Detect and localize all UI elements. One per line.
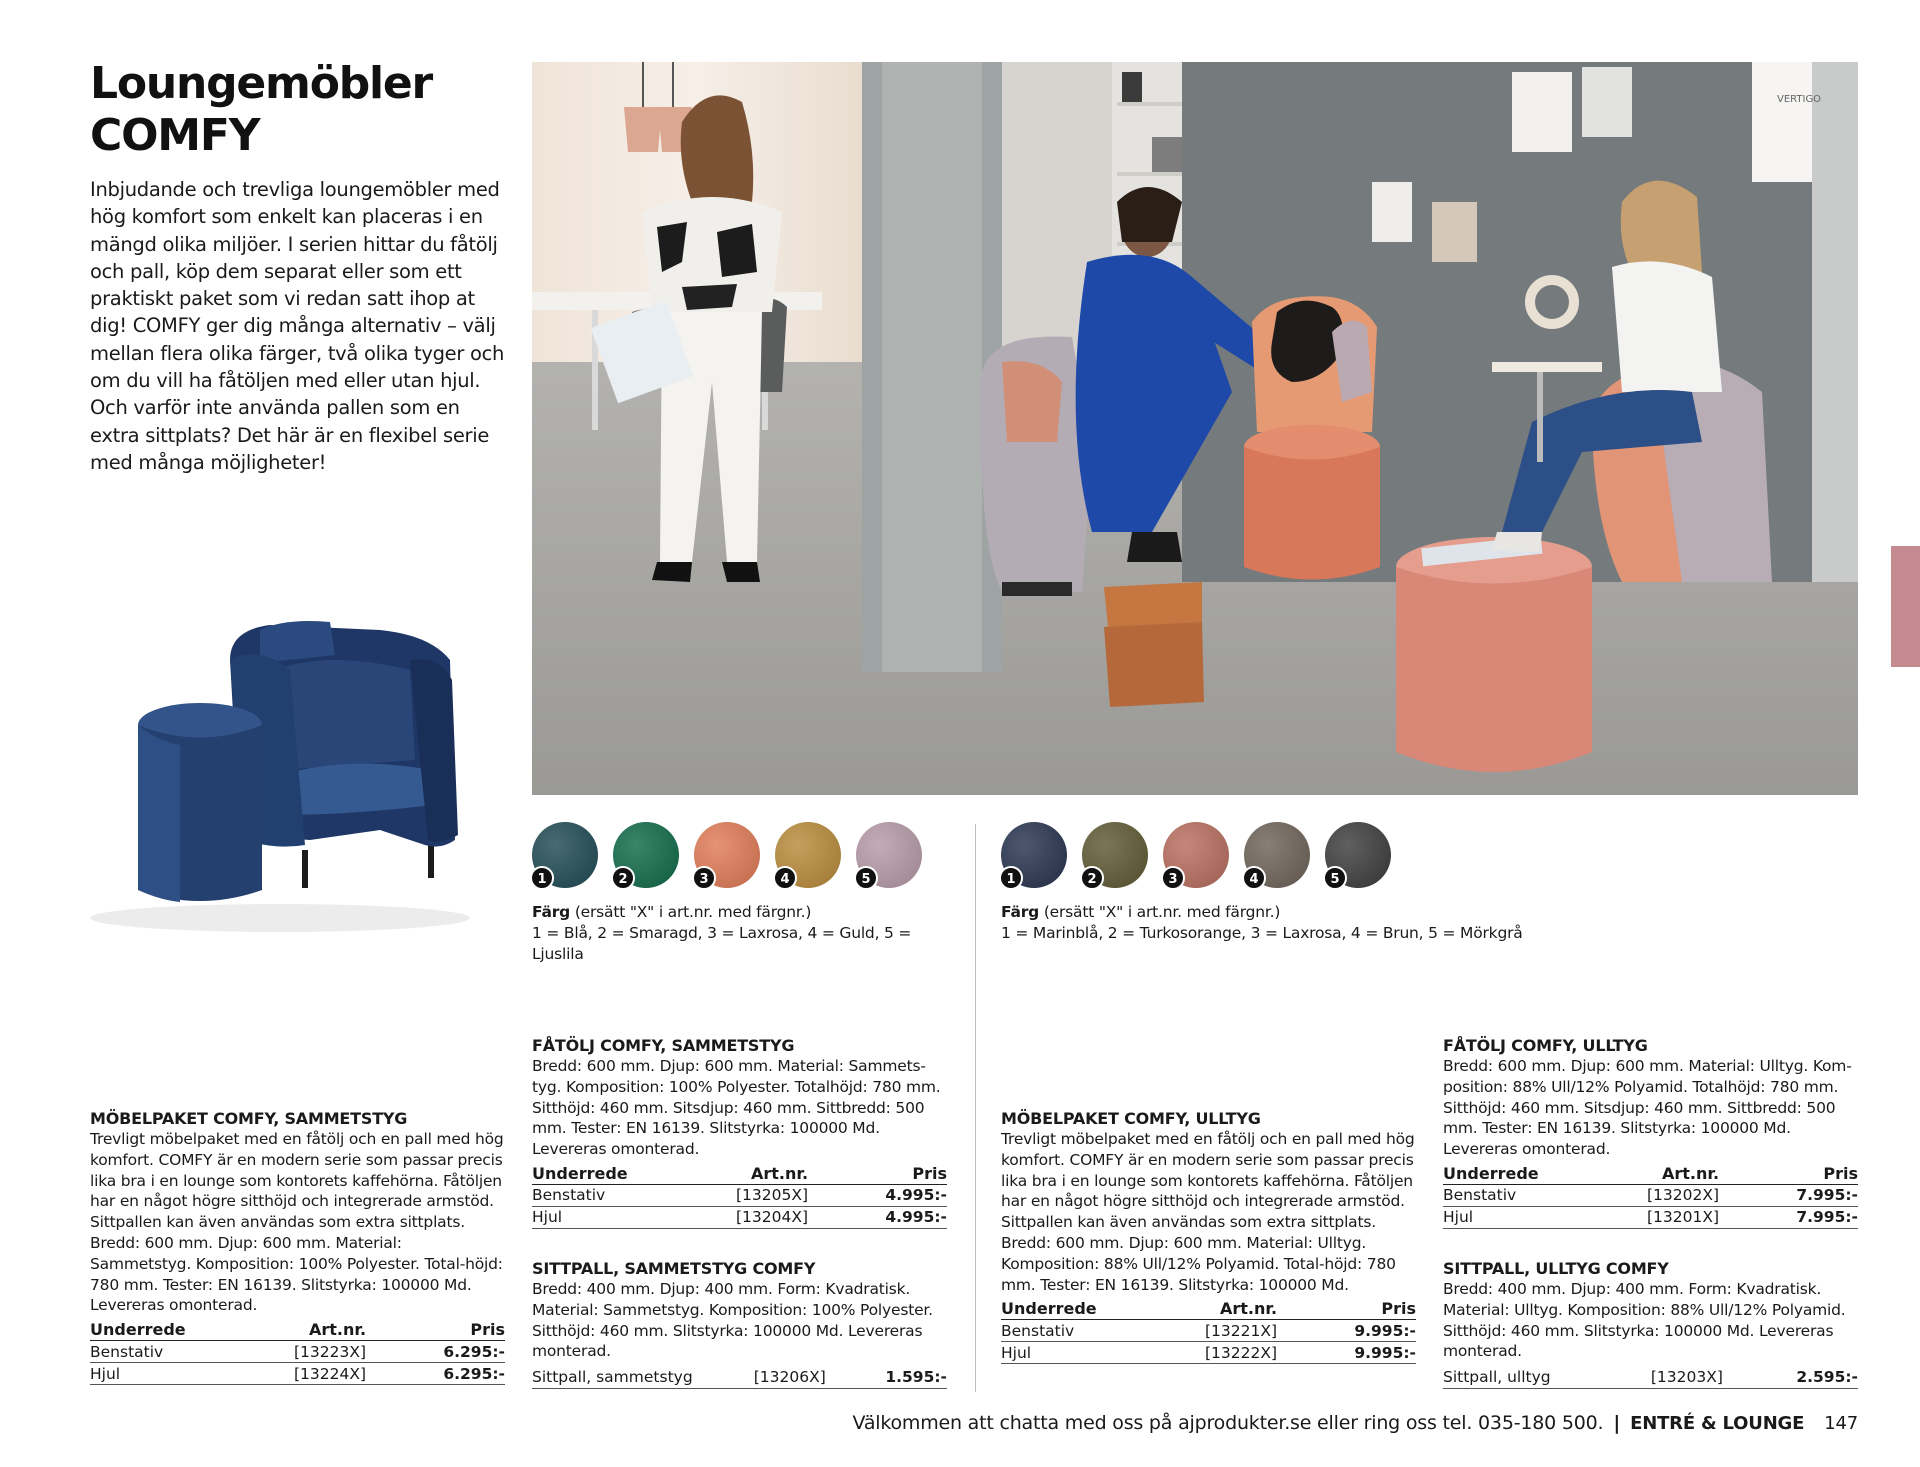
velvet-color-note bbox=[532, 902, 952, 965]
row-price: 6.295:- bbox=[412, 1363, 505, 1385]
row-price: 7.995:- bbox=[1765, 1206, 1858, 1228]
row-name: Hjul bbox=[1443, 1206, 1587, 1228]
col-price: Pris bbox=[1765, 1164, 1858, 1185]
package-wool-block bbox=[1001, 1108, 1416, 1364]
package-velvet-block bbox=[90, 1108, 505, 1385]
col-price: Pris bbox=[854, 1164, 947, 1185]
product-description: Trevligt möbelpaket med en fåtölj och en pall med hög komfort. COMFY är en modern serie som passar precis lika bra i en lounge som kontorets kaffehörna. Fåtöljen har en något högre sitthöjd och integrerade armstöd. Sittpallen kan även användas som extra sittplats. Bredd: 600 mm. Djup: 600 mm. Material: Ulltyg. Komposition: 88% Ull/12% Polyamid. Total-höjd: 780 mm. Tester: EN 16139. Slitstyrka: 100000 Md. bbox=[1001, 1130, 1415, 1294]
color-list: 1 = Marinblå, 2 = Turkosorange, 3 = Laxrosa, 4 = Brun, 5 = Mörkgrå bbox=[1001, 924, 1523, 942]
col-price: Pris bbox=[1323, 1299, 1416, 1320]
swatch-number: 3 bbox=[692, 866, 716, 890]
product-title: MÖBELPAKET COMFY, ULLTYG bbox=[1001, 1109, 1261, 1128]
col-art: Art.nr. bbox=[1587, 1164, 1765, 1185]
row-price: 1.595:- bbox=[872, 1366, 947, 1388]
swatch-wool-1[interactable] bbox=[1001, 822, 1067, 888]
price-table bbox=[532, 1366, 947, 1389]
row-name: Benstativ bbox=[1443, 1184, 1587, 1206]
product-description: Bredd: 400 mm. Djup: 400 mm. Form: Kvadratisk. Material: Sammetstyg. Komposition: 100% Polyester. Sitthöjd: 460 mm. Slitstyrka: 100000 Md. Levereras monterad. bbox=[532, 1280, 933, 1361]
color-label: Färg bbox=[532, 903, 571, 921]
row-art: [13202X] bbox=[1587, 1184, 1765, 1206]
row-name: Hjul bbox=[90, 1363, 234, 1385]
footer-separator: | bbox=[1613, 1412, 1621, 1434]
swatch-number: 1 bbox=[999, 866, 1023, 890]
row-art: [13224X] bbox=[234, 1363, 412, 1385]
swatch-velvet-2[interactable] bbox=[613, 822, 679, 888]
price-table bbox=[1001, 1299, 1416, 1364]
wool-swatches bbox=[1001, 822, 1391, 888]
page-title-line2: COMFY bbox=[90, 110, 260, 161]
swatch-number: 2 bbox=[611, 866, 635, 890]
price-table bbox=[90, 1320, 505, 1385]
swatch-wool-3[interactable] bbox=[1163, 822, 1229, 888]
price-table bbox=[1443, 1164, 1858, 1229]
table-row bbox=[1443, 1366, 1858, 1388]
product-title: SITTPALL, SAMMETSTYG COMFY bbox=[532, 1259, 816, 1278]
swatch-number: 3 bbox=[1161, 866, 1185, 890]
swatch-number: 2 bbox=[1080, 866, 1104, 890]
table-row bbox=[1001, 1320, 1416, 1342]
footer-section: ENTRÉ & LOUNGE bbox=[1630, 1413, 1805, 1434]
row-price: 4.995:- bbox=[854, 1206, 947, 1228]
row-price: 7.995:- bbox=[1765, 1184, 1858, 1206]
swatch-number: 1 bbox=[530, 866, 554, 890]
swatch-velvet-5[interactable] bbox=[856, 822, 922, 888]
row-name: Sittpall, sammetstyg bbox=[532, 1366, 728, 1388]
col-base: Underrede bbox=[90, 1320, 234, 1341]
table-row bbox=[1443, 1184, 1858, 1206]
row-art: [13204X] bbox=[676, 1206, 854, 1228]
product-photo-armchair-stool bbox=[80, 600, 480, 940]
product-description: Bredd: 400 mm. Djup: 400 mm. Form: Kvadratisk. Material: Ulltyg. Komposition: 88% Ull/12% Polyamid. Sitthöjd: 460 mm. Slitstyrka: 100000 Md. Levereras monterad. bbox=[1443, 1280, 1846, 1361]
row-name: Benstativ bbox=[1001, 1320, 1145, 1342]
section-tab bbox=[1891, 546, 1920, 667]
row-price: 6.295:- bbox=[412, 1341, 505, 1363]
row-name: Benstativ bbox=[532, 1184, 676, 1206]
footer-contact: Välkommen att chatta med oss på ajprodukter.se eller ring oss tel. 035-180 500. bbox=[852, 1412, 1604, 1434]
page-number: 147 bbox=[1824, 1413, 1858, 1434]
intro-text: Inbjudande och trevliga loungemöbler med hög komfort som enkelt kan placeras i en mängd olika miljöer. I serien hittar du fåtölj och pall, köp dem separat eller som ett praktiskt paket som vi redan satt ihop at dig! COMFY ger dig många alternativ – välj mellan flera olika färger, två olika tyger och om du vill ha fåtöljen med eller utan hjul. Och varför inte använda pallen som en extra sittplats? Det här är en flexibel serie med många möjligheter! bbox=[90, 178, 505, 474]
row-art: [13222X] bbox=[1145, 1342, 1323, 1364]
wool-color-note bbox=[1001, 902, 1561, 944]
product-description: Bredd: 600 mm. Djup: 600 mm. Material: Ulltyg. Kom-position: 88% Ull/12% Polyamid. Totalhöjd: 780 mm. Sitthöjd: 460 mm. Sitsdjup: 460 mm. Sittbredd: 500 mm. Tester: EN 16139. Slitstyrka: 100000 Md. Levereras omonterad. bbox=[1443, 1057, 1852, 1159]
table-row bbox=[90, 1341, 505, 1363]
stool-wool-block bbox=[1443, 1258, 1858, 1389]
swatch-velvet-4[interactable] bbox=[775, 822, 841, 888]
color-instruction: (ersätt "X" i art.nr. med färgnr.) bbox=[1043, 903, 1281, 921]
row-name: Hjul bbox=[532, 1206, 676, 1228]
col-price: Pris bbox=[412, 1320, 505, 1341]
col-art: Art.nr. bbox=[676, 1164, 854, 1185]
color-instruction: (ersätt "X" i art.nr. med färgnr.) bbox=[574, 903, 812, 921]
swatch-velvet-1[interactable] bbox=[532, 822, 598, 888]
col-base: Underrede bbox=[532, 1164, 676, 1185]
chair-wool-block bbox=[1443, 1035, 1858, 1229]
stool-velvet-block bbox=[532, 1258, 947, 1389]
photo-sign: VERTIGO bbox=[1777, 94, 1822, 105]
row-name: Benstativ bbox=[90, 1341, 234, 1363]
chair-velvet-block bbox=[532, 1035, 947, 1229]
product-title: FÅTÖLJ COMFY, SAMMETSTYG bbox=[532, 1036, 795, 1055]
row-art: [13203X] bbox=[1598, 1366, 1768, 1388]
row-art: [13201X] bbox=[1587, 1206, 1765, 1228]
swatch-number: 5 bbox=[1323, 866, 1347, 890]
price-table bbox=[1443, 1366, 1858, 1389]
swatch-velvet-3[interactable] bbox=[694, 822, 760, 888]
swatch-wool-2[interactable] bbox=[1082, 822, 1148, 888]
swatch-wool-4[interactable] bbox=[1244, 822, 1310, 888]
lounge-scene-photo bbox=[532, 62, 1858, 795]
column-divider bbox=[975, 824, 976, 1392]
table-row bbox=[90, 1363, 505, 1385]
swatch-wool-5[interactable] bbox=[1325, 822, 1391, 888]
product-title: FÅTÖLJ COMFY, ULLTYG bbox=[1443, 1036, 1648, 1055]
row-price: 4.995:- bbox=[854, 1184, 947, 1206]
row-art: [13223X] bbox=[234, 1341, 412, 1363]
table-row bbox=[532, 1366, 947, 1388]
color-label: Färg bbox=[1001, 903, 1040, 921]
row-price: 2.595:- bbox=[1769, 1366, 1858, 1388]
table-row bbox=[532, 1206, 947, 1228]
page-title-line1: Loungemöbler bbox=[90, 58, 433, 109]
col-art: Art.nr. bbox=[1145, 1299, 1323, 1320]
row-art: [13205X] bbox=[676, 1184, 854, 1206]
product-description: Trevligt möbelpaket med en fåtölj och en pall med hög komfort. COMFY är en modern serie som passar precis lika bra i en lounge som kontorets kaffehörna. Fåtöljen har en något högre sitthöjd och integrerade armstöd. Sittpallen kan även användas som extra sittplats. Bredd: 600 mm. Djup: 600 mm. Material: Sammetstyg. Komposition: 100% Polyester. Total-höjd: 780 mm. Tester: EN 16139. Slitstyrka: 100000 Md. Levereras omonterad. bbox=[90, 1130, 504, 1315]
row-name: Sittpall, ulltyg bbox=[1443, 1366, 1598, 1388]
row-art: [13206X] bbox=[728, 1366, 872, 1388]
swatch-number: 4 bbox=[773, 866, 797, 890]
row-name: Hjul bbox=[1001, 1342, 1145, 1364]
col-base: Underrede bbox=[1443, 1164, 1587, 1185]
velvet-swatches bbox=[532, 822, 922, 888]
product-title: MÖBELPAKET COMFY, SAMMETSTYG bbox=[90, 1109, 408, 1128]
page-title bbox=[90, 58, 510, 162]
table-row bbox=[532, 1184, 947, 1206]
product-description: Bredd: 600 mm. Djup: 600 mm. Material: Sammets-tyg. Komposition: 100% Polyester. Totalhöjd: 780 mm. Sitthöjd: 460 mm. Sitsdjup: 460 mm. Sittbredd: 500 mm. Tester: EN 16139. Slitstyrka: 100000 Md. Levereras omonterad. bbox=[532, 1057, 941, 1159]
table-row bbox=[1001, 1342, 1416, 1364]
col-base: Underrede bbox=[1001, 1299, 1145, 1320]
swatch-number: 4 bbox=[1242, 866, 1266, 890]
col-art: Art.nr. bbox=[234, 1320, 412, 1341]
table-row bbox=[1443, 1206, 1858, 1228]
product-title: SITTPALL, ULLTYG COMFY bbox=[1443, 1259, 1669, 1278]
row-price: 9.995:- bbox=[1323, 1342, 1416, 1364]
color-list: 1 = Blå, 2 = Smaragd, 3 = Laxrosa, 4 = Guld, 5 = Ljuslila bbox=[532, 924, 912, 963]
row-price: 9.995:- bbox=[1323, 1320, 1416, 1342]
price-table bbox=[532, 1164, 947, 1229]
page-footer bbox=[853, 1412, 1859, 1434]
row-art: [13221X] bbox=[1145, 1320, 1323, 1342]
swatch-number: 5 bbox=[854, 866, 878, 890]
